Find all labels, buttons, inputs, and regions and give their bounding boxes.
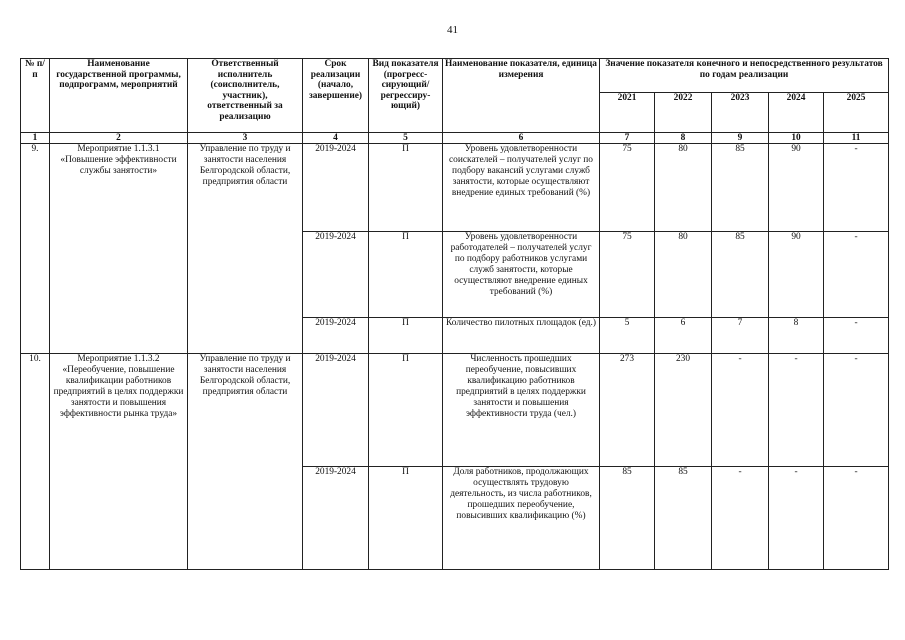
- value-2025: -: [824, 144, 889, 232]
- col-number: 10: [769, 133, 824, 144]
- col-number: 5: [369, 133, 443, 144]
- period: 2019-2024: [303, 354, 369, 467]
- value-2023: -: [712, 354, 769, 467]
- value-2024: 90: [769, 144, 824, 232]
- period: 2019-2024: [303, 467, 369, 570]
- indicator-name: Численность прошедших переобучение, повысивших квалификацию работников предприятий в целях поддержки занятости и повышения эффективности труда (чел.): [443, 354, 600, 467]
- header-year-2021: 2021: [600, 93, 655, 133]
- header-year-2024: 2024: [769, 93, 824, 133]
- value-2022: 230: [655, 354, 712, 467]
- value-2023: 85: [712, 232, 769, 318]
- value-2025: -: [824, 232, 889, 318]
- indicator-name: Уровень удовлетворенности работодателей – получателей услуг по подбору работников услугами служб занятости, которые осуществляют внедрение единых требований (%): [443, 232, 600, 318]
- program-name: Мероприятие 1.1.3.1 «Повышение эффективности службы занятости»: [50, 144, 188, 354]
- value-2021: 75: [600, 144, 655, 232]
- period: 2019-2024: [303, 144, 369, 232]
- value-2025: -: [824, 318, 889, 354]
- value-2025: -: [824, 467, 889, 570]
- col-number: 8: [655, 133, 712, 144]
- value-2024: -: [769, 354, 824, 467]
- value-2023: -: [712, 467, 769, 570]
- value-2021: 75: [600, 232, 655, 318]
- indicator-name: Доля работников, продолжающих осуществлять трудовую деятельность, из числа работников, прошедших переобучение, повысивших квалификацию (%): [443, 467, 600, 570]
- header-col-6: Наименование показателя, единица измерения: [443, 59, 600, 133]
- col-number: 4: [303, 133, 369, 144]
- period: 2019-2024: [303, 232, 369, 318]
- indicator-kind: П: [369, 467, 443, 570]
- indicator-kind: П: [369, 232, 443, 318]
- value-2024: -: [769, 467, 824, 570]
- col-number: 2: [50, 133, 188, 144]
- header-year-2023: 2023: [712, 93, 769, 133]
- value-2021: 273: [600, 354, 655, 467]
- col-number: 6: [443, 133, 600, 144]
- indicator-kind: П: [369, 144, 443, 232]
- col-number: 7: [600, 133, 655, 144]
- value-2021: 5: [600, 318, 655, 354]
- indicator-kind: П: [369, 318, 443, 354]
- table-row: [21, 144, 889, 232]
- col-number: 9: [712, 133, 769, 144]
- header-col-1: № п/п: [21, 59, 50, 133]
- executor-name: Управление по труду и занятости населения Белгородской области, предприятия области: [188, 354, 303, 570]
- indicators-table: [20, 58, 889, 570]
- col-number: 11: [824, 133, 889, 144]
- page-number: 41: [447, 24, 458, 36]
- value-2025: -: [824, 354, 889, 467]
- value-2022: 6: [655, 318, 712, 354]
- value-2023: 7: [712, 318, 769, 354]
- header-col-3: Ответственный исполнитель (соисполнитель, участник), ответственный за реализацию: [188, 59, 303, 133]
- indicator-name: Количество пилотных площадок (ед.): [443, 318, 600, 354]
- table-row: [21, 354, 889, 467]
- value-2023: 85: [712, 144, 769, 232]
- value-2022: 85: [655, 467, 712, 570]
- row-number: 9.: [21, 144, 50, 354]
- header-col-2: Наименование государственной программы, подпрограмм, мероприятий: [50, 59, 188, 133]
- header-year-2025: 2025: [824, 93, 889, 133]
- header-col-5: Вид показателя (прогресс-сирующий/ регрессиру-ющий): [369, 59, 443, 133]
- period: 2019-2024: [303, 318, 369, 354]
- header-year-2022: 2022: [655, 93, 712, 133]
- value-2024: 90: [769, 232, 824, 318]
- header-values-group: Значение показателя конечного и непосредственного результатов по годам реализации: [600, 59, 889, 93]
- indicator-kind: П: [369, 354, 443, 467]
- indicator-name: Уровень удовлетворенности соискателей – получателей услуг по подбору вакансий услугами служб занятости, которые осуществляют внедрение единых требований (%): [443, 144, 600, 232]
- value-2024: 8: [769, 318, 824, 354]
- value-2021: 85: [600, 467, 655, 570]
- col-number: 1: [21, 133, 50, 144]
- row-number: 10.: [21, 354, 50, 570]
- program-name: Мероприятие 1.1.3.2 «Переобучение, повышение квалификации работников предприятий в целях поддержки занятости и повышения эффективности рынка труда»: [50, 354, 188, 570]
- executor-name: Управление по труду и занятости населения Белгородской области, предприятия области: [188, 144, 303, 354]
- col-number: 3: [188, 133, 303, 144]
- header-col-4: Срок реализации (начало, завершение): [303, 59, 369, 133]
- value-2022: 80: [655, 144, 712, 232]
- value-2022: 80: [655, 232, 712, 318]
